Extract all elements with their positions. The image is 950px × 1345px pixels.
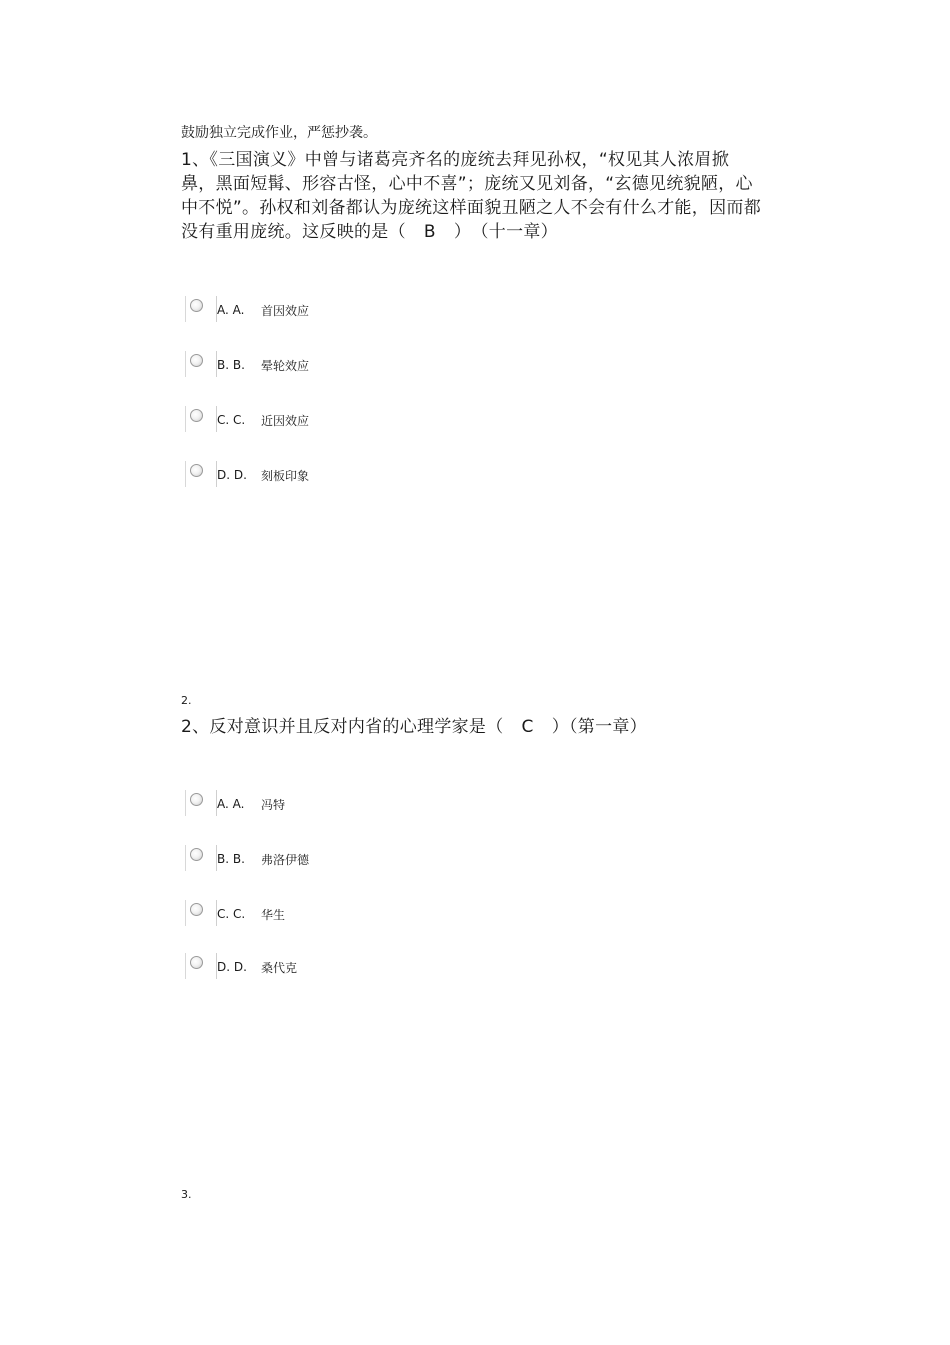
question-1-option-a[interactable] <box>185 296 485 322</box>
question-2-chapter: ）（第一章） <box>551 717 647 737</box>
option-letter: B. B. <box>217 852 245 866</box>
option-letter: A. A. <box>217 797 245 811</box>
question-3-number: 3. <box>181 1188 192 1201</box>
radio-button[interactable] <box>185 900 217 926</box>
question-1-option-d[interactable] <box>185 461 485 487</box>
question-2-option-a[interactable] <box>185 790 485 816</box>
option-text: 冯特 <box>261 798 286 812</box>
radio-button[interactable] <box>185 461 217 487</box>
option-text: 华生 <box>261 908 286 922</box>
option-text: 首因效应 <box>261 304 310 318</box>
question-2-option-c[interactable] <box>185 900 485 926</box>
option-text: 桑代克 <box>261 961 298 975</box>
question-2-option-d[interactable] <box>185 953 485 979</box>
option-text: 刻板印象 <box>261 469 310 483</box>
question-1-stem: 1、《三国演义》中曾与诸葛亮齐名的庞统去拜见孙权，“权见其人浓眉掀鼻，黑面短髯、形容古怪，心中不喜”；庞统又见刘备，“玄德见统貌陋，心中不悦”。孙权和刘备都认为庞统这样面貌丑陋之人不会有什么才能，因而都没有重用庞统。这反映的是（ <box>181 150 762 242</box>
radio-button[interactable] <box>185 845 217 871</box>
option-letter: C. C. <box>217 907 246 921</box>
question-1-option-c[interactable] <box>185 406 485 432</box>
radio-button[interactable] <box>185 296 217 322</box>
question-1-answer: B <box>423 222 436 242</box>
radio-button[interactable] <box>185 790 217 816</box>
option-text: 近因效应 <box>261 414 310 428</box>
question-2-option-b[interactable] <box>185 845 485 871</box>
question-2-stem: 2、反对意识并且反对内省的心理学家是（ <box>181 717 504 737</box>
question-1-text <box>181 148 761 244</box>
option-letter: A. A. <box>217 303 245 317</box>
option-text: 晕轮效应 <box>261 359 310 373</box>
question-2-answer: C <box>521 717 534 737</box>
question-2-text <box>181 715 761 739</box>
option-text: 弗洛伊德 <box>261 853 310 867</box>
question-1-chapter: ） （十一章） <box>453 222 558 242</box>
option-letter: D. D. <box>217 468 247 482</box>
option-letter: B. B. <box>217 358 245 372</box>
integrity-note: 鼓励独立完成作业，严惩抄袭。 <box>181 125 377 141</box>
option-letter: D. D. <box>217 960 247 974</box>
radio-button[interactable] <box>185 351 217 377</box>
radio-button[interactable] <box>185 953 217 979</box>
question-1-option-b[interactable] <box>185 351 485 377</box>
option-letter: C. C. <box>217 413 246 427</box>
question-2-number: 2. <box>181 694 192 707</box>
radio-button[interactable] <box>185 406 217 432</box>
